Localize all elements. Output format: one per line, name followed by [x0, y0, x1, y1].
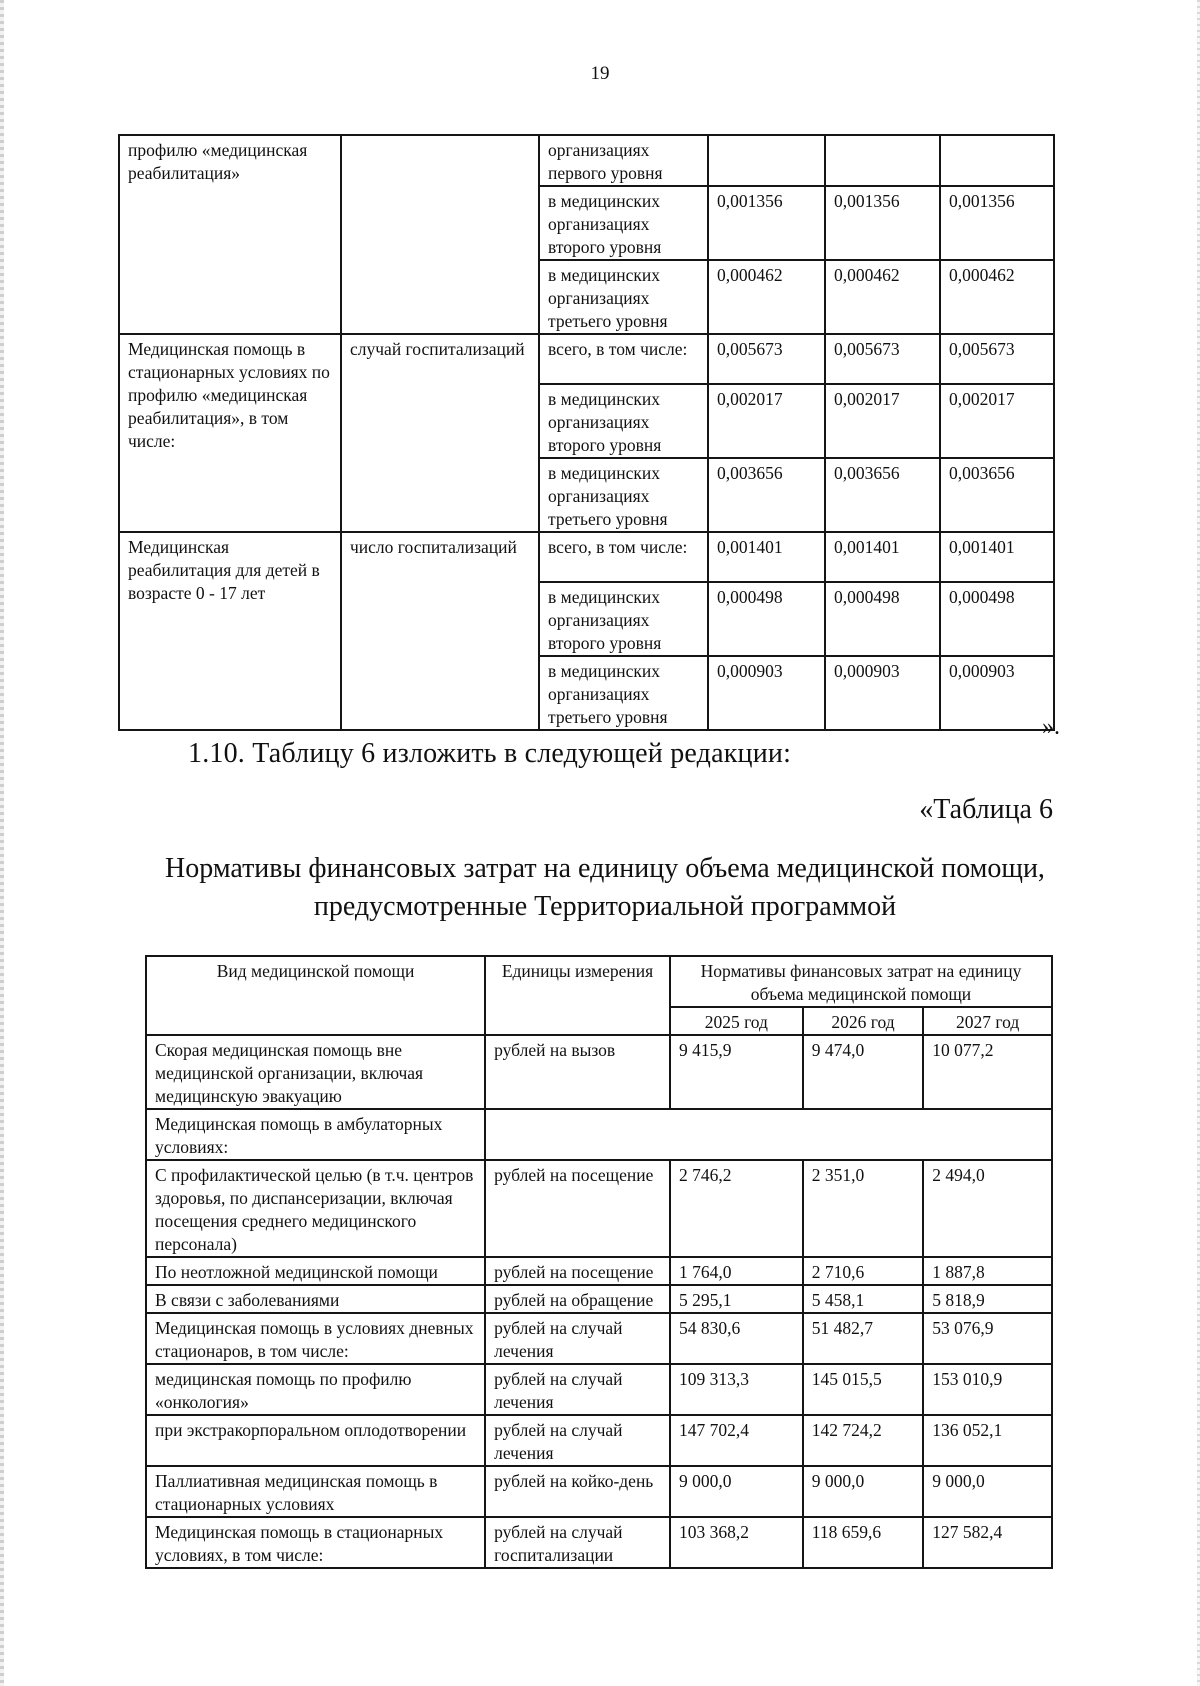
header-care-type: Вид медицинской помощи	[146, 956, 485, 1035]
unit-cell: рублей на случай лечения	[485, 1313, 670, 1364]
subgroup-cell: всего, в том числе:	[539, 334, 708, 384]
value-2025-cell: 54 830,6	[670, 1313, 803, 1364]
table-title: Нормативы финансовых затрат на единицу объема медицинской помощи, предусмотренные Территориальной программой	[165, 853, 1045, 922]
header-year-2026: 2026 год	[803, 1007, 924, 1035]
care-type-cell: Медицинская помощь в стационарных условиях, в том числе:	[146, 1517, 485, 1568]
care-type-cell: С профилактической целью (в т.ч. центров здоровья, по диспансеризации, включая посещения среднего медицинского персонала)	[146, 1160, 485, 1257]
value-2027-cell: 127 582,4	[923, 1517, 1052, 1568]
value-2027-cell: 0,002017	[940, 384, 1054, 458]
value-2025-cell: 0,000462	[708, 260, 825, 334]
subgroup-cell: в медицинских организациях второго уровня	[539, 384, 708, 458]
unit-cell: число госпитализаций	[341, 532, 539, 730]
value-2025-cell: 109 313,3	[670, 1364, 803, 1415]
unit-cell: рублей на обращение	[485, 1285, 670, 1313]
care-type-cell: Скорая медицинская помощь вне медицинской организации, включая медицинскую эвакуацию	[146, 1035, 485, 1109]
subgroup-cell: в медицинских организациях второго уровня	[539, 582, 708, 656]
care-type-cell: Медицинская помощь в условиях дневных стационаров, в том числе:	[146, 1313, 485, 1364]
value-2026-cell: 145 015,5	[803, 1364, 924, 1415]
value-2026-cell: 0,001401	[825, 532, 940, 582]
value-2025-cell	[708, 135, 825, 186]
unit-cell: рублей на посещение	[485, 1257, 670, 1285]
value-2026-cell: 142 724,2	[803, 1415, 924, 1466]
value-2025-cell: 0,001401	[708, 532, 825, 582]
table-row	[119, 532, 1054, 582]
value-2027-cell: 53 076,9	[923, 1313, 1052, 1364]
header-year-2027: 2027 год	[923, 1007, 1052, 1035]
value-2025-cell: 9 415,9	[670, 1035, 803, 1109]
value-2027-cell: 2 494,0	[923, 1160, 1052, 1257]
unit-cell: рублей на случай лечения	[485, 1364, 670, 1415]
header-unit: Единицы измерения	[485, 956, 670, 1035]
care-type-cell: Медицинская помощь в амбулаторных условиях:	[146, 1109, 485, 1160]
table-caption: «Таблица 6	[919, 794, 1053, 825]
table-row	[146, 1364, 1052, 1415]
table-row	[119, 334, 1054, 384]
value-2025-cell: 0,000498	[708, 582, 825, 656]
financial-norms-table	[145, 955, 1053, 1569]
value-2027-cell: 5 818,9	[923, 1285, 1052, 1313]
subgroup-cell: в медицинских организациях второго уровня	[539, 186, 708, 260]
value-2027-cell: 10 077,2	[923, 1035, 1052, 1109]
value-2025-cell: 0,003656	[708, 458, 825, 532]
value-2025-cell: 5 295,1	[670, 1285, 803, 1313]
value-2027-cell: 0,001356	[940, 186, 1054, 260]
value-2027-cell: 153 010,9	[923, 1364, 1052, 1415]
table-row	[146, 1109, 1052, 1160]
value-2026-cell: 0,000462	[825, 260, 940, 334]
value-2025-cell: 0,000903	[708, 656, 825, 730]
value-2026-cell: 118 659,6	[803, 1517, 924, 1568]
value-2026-cell	[825, 135, 940, 186]
subgroup-cell: в медицинских организациях третьего уровня	[539, 656, 708, 730]
value-2025-cell: 147 702,4	[670, 1415, 803, 1466]
value-2026-cell: 0,002017	[825, 384, 940, 458]
value-2027-cell: 0,000498	[940, 582, 1054, 656]
table-header-row	[146, 956, 1052, 1007]
value-2026-cell: 51 482,7	[803, 1313, 924, 1364]
value-2026-cell: 0,005673	[825, 334, 940, 384]
empty-merged-cell	[485, 1109, 1052, 1160]
value-2027-cell: 0,001401	[940, 532, 1054, 582]
care-type-cell: По неотложной медицинской помощи	[146, 1257, 485, 1285]
continued-table	[118, 134, 1055, 731]
care-type-cell: Медицинская реабилитация для детей в возрасте 0 - 17 лет	[119, 532, 341, 730]
value-2026-cell: 9 000,0	[803, 1466, 924, 1517]
header-norms: Нормативы финансовых затрат на единицу объема медицинской помощи	[670, 956, 1052, 1007]
table-row	[119, 135, 1054, 186]
table-row	[146, 1035, 1052, 1109]
value-2026-cell: 0,003656	[825, 458, 940, 532]
value-2025-cell: 2 746,2	[670, 1160, 803, 1257]
unit-cell: рублей на случай лечения	[485, 1415, 670, 1466]
amendment-instruction: 1.10. Таблицу 6 изложить в следующей редакции:	[188, 738, 792, 769]
value-2027-cell: 0,000903	[940, 656, 1054, 730]
value-2026-cell: 0,000498	[825, 582, 940, 656]
unit-cell: случай госпитализаций	[341, 334, 539, 532]
value-2027-cell: 9 000,0	[923, 1466, 1052, 1517]
page-number: 19	[590, 63, 610, 84]
table-row	[146, 1415, 1052, 1466]
value-2026-cell: 9 474,0	[803, 1035, 924, 1109]
subgroup-cell: в медицинских организациях третьего уровня	[539, 260, 708, 334]
value-2027-cell: 0,000462	[940, 260, 1054, 334]
care-type-cell: Паллиативная медицинская помощь в стационарных условиях	[146, 1466, 485, 1517]
value-2025-cell: 0,005673	[708, 334, 825, 384]
value-2026-cell: 2 351,0	[803, 1160, 924, 1257]
unit-cell: рублей на койко-день	[485, 1466, 670, 1517]
value-2027-cell: 0,005673	[940, 334, 1054, 384]
value-2026-cell: 0,001356	[825, 186, 940, 260]
value-2027-cell: 0,003656	[940, 458, 1054, 532]
value-2027-cell: 136 052,1	[923, 1415, 1052, 1466]
care-type-cell: В связи с заболеваниями	[146, 1285, 485, 1313]
care-type-cell: профилю «медицинская реабилитация»	[119, 135, 341, 334]
table-row	[146, 1313, 1052, 1364]
care-type-cell: при экстракорпоральном оплодотворении	[146, 1415, 485, 1466]
value-2025-cell: 9 000,0	[670, 1466, 803, 1517]
value-2025-cell: 1 764,0	[670, 1257, 803, 1285]
header-year-2025: 2025 год	[670, 1007, 803, 1035]
subgroup-cell: в медицинских организациях третьего уровня	[539, 458, 708, 532]
table-row	[146, 1160, 1052, 1257]
unit-cell: рублей на посещение	[485, 1160, 670, 1257]
value-2027-cell: 1 887,8	[923, 1257, 1052, 1285]
unit-cell: рублей на вызов	[485, 1035, 670, 1109]
value-2027-cell	[940, 135, 1054, 186]
subgroup-cell: всего, в том числе:	[539, 532, 708, 582]
care-type-cell: медицинская помощь по профилю «онкология»	[146, 1364, 485, 1415]
value-2025-cell: 0,002017	[708, 384, 825, 458]
table-row	[146, 1257, 1052, 1285]
closing-quote: ».	[1042, 714, 1060, 740]
unit-cell: рублей на случай госпитализации	[485, 1517, 670, 1568]
subgroup-cell: организациях первого уровня	[539, 135, 708, 186]
value-2025-cell: 0,001356	[708, 186, 825, 260]
value-2026-cell: 0,000903	[825, 656, 940, 730]
care-type-cell: Медицинская помощь в стационарных условиях по профилю «медицинская реабилитация», в том числе:	[119, 334, 341, 532]
table-row	[146, 1285, 1052, 1313]
scan-edge-left	[0, 0, 4, 1686]
table-row	[146, 1517, 1052, 1568]
unit-cell	[341, 135, 539, 334]
table-row	[146, 1466, 1052, 1517]
value-2026-cell: 2 710,6	[803, 1257, 924, 1285]
value-2026-cell: 5 458,1	[803, 1285, 924, 1313]
value-2025-cell: 103 368,2	[670, 1517, 803, 1568]
